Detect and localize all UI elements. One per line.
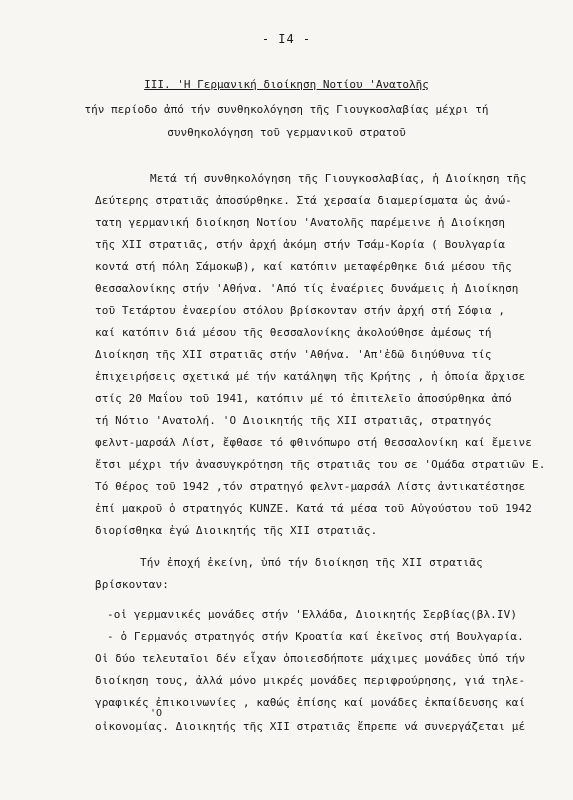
- body-line: ἐπιχειρήσεις σχετικά μέ τήν κατάληψη τῆς Κρήτης , ἡ ὁποία ἄρχισε: [95, 370, 526, 383]
- body-line: τή Νότιο 'Ανατολή. 'Ο Διοικητής τῆς XII στρατιᾶς, στρατηγός: [95, 414, 492, 427]
- body-line: Τήν ἐποχή ἐκείνη, ὑπό τήν διοίκηση τῆς XII στρατιᾶς: [140, 556, 483, 569]
- section-subheading-line-1: τήν περίοδο ἀπό τήν συνθηκολόγηση τῆς Γιουγκοσλαβίας μέχρι τή: [84, 103, 489, 116]
- body-line: κοντά στή πόλη Σάμοκωβ), καί κατόπιν μεταφέρθηκε διά μέσου τῆς: [95, 260, 512, 273]
- body-line: τατη γερμανική διοίκηση Νοτίου 'Ανατολῆς παρέμεινε ἡ Διοίκηση: [95, 216, 506, 229]
- section-heading-text: III. 'Η Γερμανική διοίκηση Νοτίου 'Ανατολῆς: [144, 78, 429, 91]
- body-line: θεσσαλονίκης στήν 'Αθήνα. 'Από τίς ἐναέριες δυνάμεις ἡ Διοίκηση: [95, 282, 519, 295]
- section-heading: [0, 78, 573, 91]
- body-line: γραφικές ἐπικοινωνίες , καθώς ἐπίσης καί μονάδες ἐκπαίδευσης καί: [95, 696, 526, 709]
- body-line: διοίκηση τους, ἀλλά μόνο μικρές μονάδες περιφρούρησης, γιά τηλε-: [95, 674, 526, 687]
- body-line: διορίσθηκα ἐγώ Διοικητής τῆς XII στρατιᾶς.: [95, 524, 378, 537]
- body-line: καί κατόπιν διά μέσου τῆς θεσσαλονίκης ἀκολούθησε ἀμέσως τή: [95, 326, 492, 339]
- section-subheading-line-2: συνθηκολόγηση τοῦ γερμανικοῦ στρατοῦ: [167, 126, 406, 139]
- stray-ink-mark: 'Ο: [150, 708, 163, 719]
- list-item: - ὁ Γερμανός στρατηγός στήν Κροατία καί ἐκεῖνος στή Βουλγαρία.: [107, 630, 524, 643]
- body-line: Διοίκηση τῆς XII στρατιᾶς στήν 'Αθήνα. 'Απ'ἐδῶ διηύθυνα τίς: [95, 348, 492, 361]
- body-line: Δεύτερης στρατιᾶς ἀποσύρθηκε. Στά χερσαία διαμερίσματα ὡς ἀνώ-: [95, 194, 512, 207]
- list-item: -οἱ γερμανικές μονάδες στήν 'Ελλάδα, Διοικητής Σερβίας(βλ.IV): [107, 608, 518, 621]
- body-line: Μετά τή συνθηκολόγηση τῆς Γιουγκοσλαβίας, ἡ Διοίκηση τῆς: [150, 172, 527, 185]
- body-line: τοῦ Τετάρτου ἐναερίου στόλου βρίσκονταν στήν ἀρχή στή Σόφια ,: [95, 304, 506, 317]
- page-number: - I4 -: [261, 32, 312, 46]
- body-line: βρίσκονταν:: [95, 578, 169, 591]
- body-line: Οἱ δύο τελευταῖοι δέν εἶχαν ὁποιεσδήποτε μάχιμες μονάδες ὑπό τήν: [95, 652, 526, 665]
- body-line: Τό θέρος τοῦ 1942 ,τόν στρατηγό φελντ-μαρσάλ Λίστς ἀντικατέστησε: [95, 480, 526, 493]
- body-line: τῆς XII στρατιᾶς, στήν ἀρχή ἀκόμη στήν Τσάμ-Κορία ( Βουλγαρία: [95, 238, 506, 251]
- body-line: ἐπί μακροῦ ὁ στρατηγός KUNZE. Κατά τά μέσα τοῦ Αὐγούστου τοῦ 1942: [95, 502, 532, 515]
- body-line: οἰκονομίας. Διοικητής τῆς XII στρατιᾶς ἔπρεπε νά συνεργάζεται μέ: [95, 720, 526, 733]
- body-line: ἔτσι μέχρι τήν ἀνασυγκρότηση τῆς στρατιᾶς του σε 'Ομάδα στρατιῶν Ε.: [95, 458, 546, 471]
- body-line: στίς 20 Μαΐου τοῦ 1941, κατόπιν μέ τό ἐπιτελεῖο ἀποσύρθηκα ἀπό: [95, 392, 512, 405]
- body-line: φελντ-μαρσάλ Λίστ, ἔφθασε τό φθινόπωρο στή θεσσαλονίκη καί ἔμεινε: [95, 436, 532, 449]
